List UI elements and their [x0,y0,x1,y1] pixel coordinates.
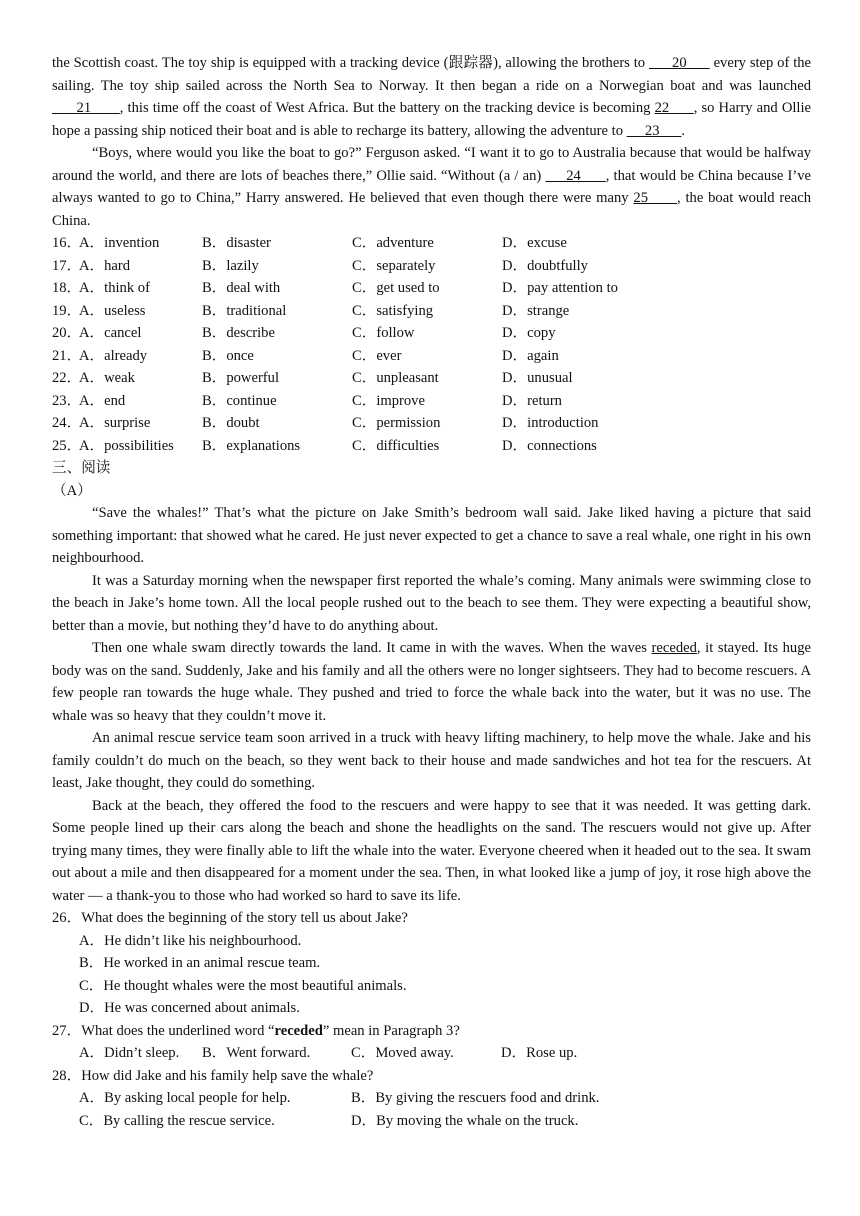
question-27 [52,1020,811,1065]
option-row [52,412,811,435]
option-a[interactable]: A．possibilities [79,437,174,454]
options-table [52,232,811,457]
question-stem: 26．What does the beginning of the story tell us about Jake? [52,910,408,926]
question-28 [52,1065,811,1133]
option-d[interactable]: D．pay attention to [502,280,618,296]
option-a[interactable]: A．already [79,347,148,364]
option-a[interactable]: A．think of [79,280,150,296]
reading-paragraph-3 [52,637,811,727]
option-b[interactable]: B．doubt [202,415,260,431]
option-number: 16． [52,235,82,251]
option-a[interactable]: A．surprise [79,415,151,431]
passage-paragraph [52,52,811,142]
option-row [52,255,811,278]
blank-23: 23 [626,122,682,139]
reading-text: , it stayed. Its huge body was on the sand. Suddenly, Jake and his family and all the others were no longer sightseers. They had to become rescuers. A few people ran towards the huge whale. They pushed and tried to force the whale back into the water, but it was no use. The whale was so heavy that they couldn’t move it. [52,640,811,724]
option-a[interactable]: A．cancel [79,325,142,341]
option-row [52,435,811,458]
passage-text: , so Harry and Ollie hope a passing ship noticed their boat and is able to recharge its battery, allowing the adventure to [52,100,811,139]
subsection-title: （A） [52,482,92,499]
section-title: 三、阅读 [52,460,111,476]
reading-paragraph-2: It was a Saturday morning when the newspaper first reported the whale’s coming. Many animals were swimming close to the beach in Jake’s home town. All the local people rushed out to the beach to see them. They were expecting a beautiful show, better than a movie, but nothing they’d have to do anything about. [52,572,811,634]
passage-text: . [681,122,686,139]
blank-25: 25 [633,190,677,206]
option-d[interactable]: D．connections [502,437,597,454]
option-c[interactable]: C．separately [352,257,436,274]
choice-b[interactable]: B．Went forward. [202,1045,311,1061]
option-a[interactable]: A．invention [79,235,160,251]
passage-text: every step of the sailing. The toy ship sailed across the North Sea to Norway. It then began a ride on a Norwegian boat and was launched [52,55,812,94]
option-a[interactable]: A．useless [79,302,146,319]
choice-c[interactable]: C．By calling the rescue service. [79,1112,275,1129]
option-a[interactable]: A．end [79,392,126,409]
option-number: 22． [52,370,82,386]
option-c[interactable]: C．follow [352,325,415,341]
option-b[interactable]: B．explanations [202,437,301,454]
option-d[interactable]: D．again [502,347,559,364]
question-stem: 28．How did Jake and his family help save the whale? [52,1067,374,1084]
option-d[interactable]: D．doubtfully [502,257,588,274]
option-number: 20． [52,325,82,341]
option-b[interactable]: B．continue [202,392,277,409]
choice-b[interactable]: B．He worked in an animal rescue team. [79,955,321,971]
option-b[interactable]: B．disaster [202,235,271,251]
option-c[interactable]: C．adventure [352,235,434,251]
option-a[interactable]: A．weak [79,370,135,386]
reading-paragraph-4: An animal rescue service team soon arrived in a truck with heavy lifting machinery, to help move the whale. Jake and his family couldn’t do much on the beach, so they went back to their house and made sandwiches and hot tea for the rescuers. At least, Jake thought, they could do something. [52,730,811,791]
reading-paragraph-5: Back at the beach, they offered the food to the rescuers and were happy to see that it was needed. It was getting dark. Some people lined up their cars along the beach and shone the headlights on the sand. The rescuers would not give up. After trying many times, they were finally able to lift the whale into the water. Everyone cheered when it headed out to the sea. It swam out about a mile and then disappeared for a moment under the sea. Then, in what looked like a jump of joy, it rose high above the water — a thank-you to those who had worked so hard to save its life. [52,797,811,904]
option-b[interactable]: B．powerful [202,370,280,386]
stem-bold-word: receded [274,1022,323,1039]
option-d[interactable]: D．introduction [502,415,599,431]
passage-paragraph [52,142,811,232]
choice-a[interactable]: A．By asking local people for help. [79,1090,291,1106]
question-26 [52,907,811,1020]
reading-text: Then one whale swam directly towards the land. It came in with the waves. When the waves [92,640,652,656]
option-number: 19． [52,302,82,319]
option-row [52,232,811,255]
passage-text: , this time off the coast of West Africa. But the battery on the tracking device is becoming [119,100,655,116]
passage-text: “Boys, where would you like the boat to go?” Ferguson asked. “I want it to go to Australia because that would be halfway around the world, and there are lots of beaches there,” Ollie said. “Without (a / an) [52,145,811,184]
option-b[interactable]: B．lazily [202,257,259,274]
option-row [52,345,811,368]
option-number: 23． [52,392,82,409]
passage-text: , the boat would reach China. [52,190,812,229]
option-number: 21． [52,347,82,364]
option-d[interactable]: D．return [502,392,562,409]
option-b[interactable]: B．deal with [202,280,281,296]
passage-text: the Scottish coast. The toy ship is equipped with a tracking device (跟踪器), allowing the brothers to [52,55,649,71]
option-row [52,300,811,323]
option-number: 25． [52,437,82,454]
option-d[interactable]: D．excuse [502,235,567,251]
option-c[interactable]: C．ever [352,347,402,364]
choice-b[interactable]: B．By giving the rescuers food and drink. [351,1090,600,1106]
option-b[interactable]: B．once [202,347,254,364]
question-stem [52,1020,811,1043]
option-row [52,277,811,300]
option-number: 18． [52,280,82,296]
choice-row [52,1110,811,1133]
option-row [52,367,811,390]
option-c[interactable]: C．improve [352,392,425,409]
choice-c[interactable]: C．He thought whales were the most beautiful animals. [79,977,407,994]
option-b[interactable]: B．traditional [202,302,287,319]
option-row [52,322,811,345]
stem-text: 27．What does the underlined word “ [52,1022,275,1039]
choice-c[interactable]: C．Moved away. [351,1045,454,1061]
blank-21: 21 [52,100,120,116]
option-c[interactable]: C．permission [352,415,441,431]
blank-22: 22 [654,100,694,116]
option-number: 17． [52,257,82,274]
reading-paragraph-1: “Save the whales!” That’s what the picture on Jake Smith’s bedroom wall said. Jake liked having a picture that said something important: that showed what he cared. He just never expected to get a chance to save a real whale, one right in his own neighbourhood. [52,505,811,566]
option-c[interactable]: C．satisfying [352,302,434,319]
option-a[interactable]: A．hard [79,257,131,274]
choice-a[interactable]: A．Didn’t sleep. [79,1045,180,1061]
option-d[interactable]: D．strange [502,302,570,319]
blank-20: 20 [648,55,710,71]
exam-page [52,52,811,1132]
underlined-word: receded [651,640,697,656]
choice-d[interactable]: D．He was concerned about animals. [79,1000,300,1016]
stem-text: ” mean in Paragraph 3? [322,1022,460,1039]
option-c[interactable]: C．get used to [352,280,440,296]
choice-d[interactable]: D．Rose up. [501,1045,578,1061]
option-d[interactable]: D．unusual [502,370,573,386]
choice-a[interactable]: A．He didn’t like his neighbourhood. [79,932,302,949]
option-number: 24． [52,415,82,431]
choice-d[interactable]: D．By moving the whale on the truck. [351,1112,579,1129]
blank-24: 24 [545,167,606,184]
option-b[interactable]: B．describe [202,325,275,341]
passage-text: , that would be China because I’ve always wanted to go to China,” Harry answered. He believed that even though there were many [52,167,812,206]
option-row [52,390,811,413]
option-c[interactable]: C．unpleasant [352,370,439,386]
option-c[interactable]: C．difficulties [352,437,440,454]
option-d[interactable]: D．copy [502,325,556,341]
choice-row [52,1042,811,1065]
choice-row [52,1087,811,1110]
